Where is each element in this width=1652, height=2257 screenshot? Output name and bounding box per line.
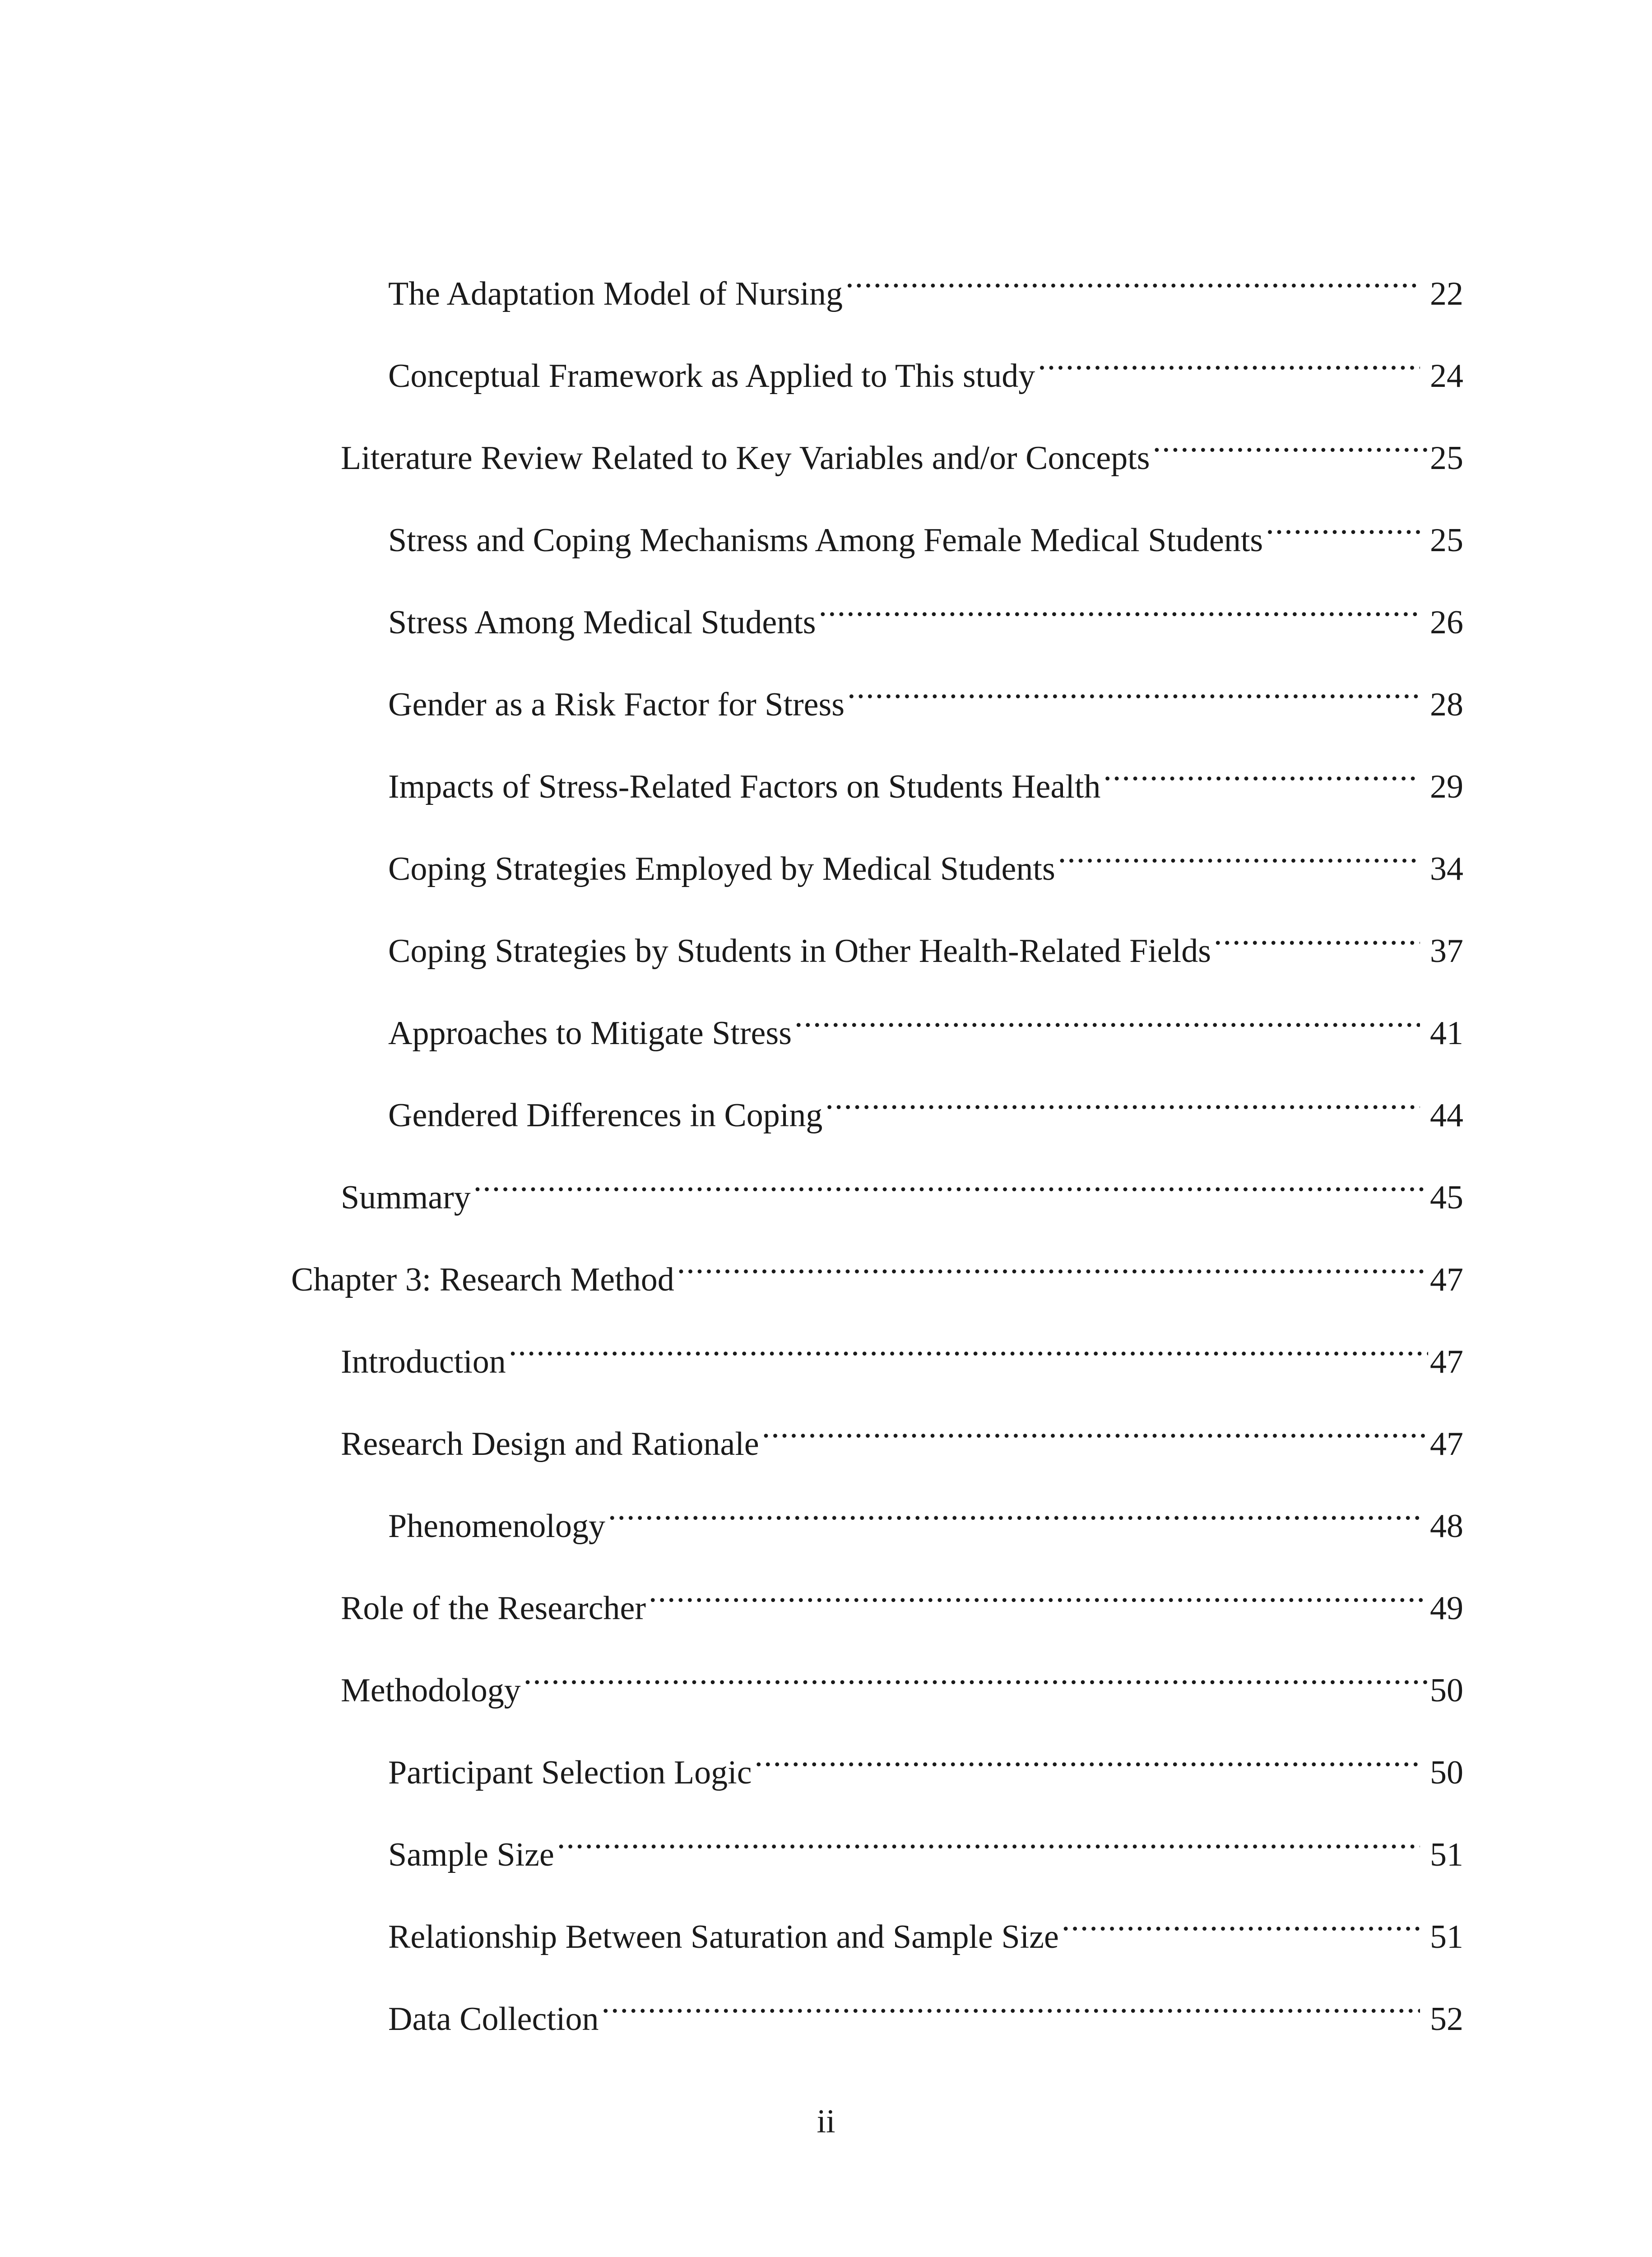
toc-entry-summary[interactable]	[341, 1154, 1463, 1216]
dot-leader	[825, 1072, 1420, 1126]
toc-entry-title: Methodology	[341, 1672, 521, 1709]
toc-entry-conceptual-framework[interactable]	[388, 333, 1463, 395]
dot-leader	[557, 1811, 1420, 1866]
toc-entry-title: Research Design and Rationale	[341, 1426, 759, 1463]
toc-entry-page: 26	[1430, 604, 1463, 641]
toc-entry-coping-medical[interactable]	[388, 826, 1463, 887]
dot-leader	[1214, 908, 1420, 962]
page-number: ii	[817, 2103, 835, 2140]
toc-entry-title: Chapter 3: Research Method	[291, 1261, 674, 1298]
toc-entry-page: 41	[1430, 1015, 1463, 1052]
dot-leader	[1153, 415, 1428, 469]
dot-leader	[649, 1565, 1428, 1619]
toc-entry-phenomenology[interactable]	[388, 1483, 1463, 1545]
toc-entry-page: 49	[1430, 1590, 1463, 1627]
toc-entry-data-collection[interactable]	[388, 1976, 1463, 2038]
toc-entry-stress-coping-female[interactable]	[388, 497, 1463, 559]
toc-entry-title: Coping Strategies Employed by Medical Students	[388, 850, 1055, 887]
toc-entry-title: Gender as a Risk Factor for Stress	[388, 686, 845, 723]
toc-entry-title: Data Collection	[388, 2001, 599, 2038]
toc-entry-page: 22	[1430, 275, 1463, 312]
toc-entry-page: 48	[1430, 1508, 1463, 1545]
toc-entry-title: Summary	[341, 1179, 471, 1216]
dot-leader	[1103, 743, 1420, 798]
toc-entry-research-design[interactable]	[341, 1401, 1463, 1463]
toc-entry-title: Conceptual Framework as Applied to This study	[388, 358, 1035, 395]
toc-entry-page: 52	[1430, 2001, 1463, 2038]
toc-entry-saturation-sample[interactable]	[388, 1894, 1463, 1955]
toc-entry-gender-risk[interactable]	[388, 661, 1463, 723]
toc-entry-page: 50	[1430, 1754, 1463, 1791]
toc-entry-page: 34	[1430, 850, 1463, 887]
toc-entry-page: 44	[1430, 1097, 1463, 1134]
toc-entry-title: Introduction	[341, 1343, 506, 1380]
toc-entry-title: The Adaptation Model of Nursing	[388, 275, 843, 312]
toc-entry-title: Phenomenology	[388, 1508, 605, 1545]
dot-leader	[845, 251, 1420, 305]
toc-entry-adaptation-model[interactable]	[388, 251, 1463, 312]
toc-entry-gendered-differences[interactable]	[388, 1072, 1463, 1134]
toc-entry-approaches-mitigate[interactable]	[388, 990, 1463, 1052]
toc-entry-page: 47	[1430, 1261, 1463, 1298]
toc-entry-introduction[interactable]	[341, 1319, 1463, 1380]
dot-leader	[755, 1729, 1420, 1783]
toc-entry-page: 37	[1430, 933, 1463, 970]
dot-leader	[794, 990, 1420, 1044]
dot-leader	[524, 1647, 1428, 1701]
toc-entry-title: Literature Review Related to Key Variables and/or Concepts	[341, 440, 1150, 477]
toc-entry-stress-among-medical[interactable]	[388, 579, 1463, 641]
dot-leader	[1038, 333, 1420, 387]
toc-entry-title: Impacts of Stress-Related Factors on Students Health	[388, 768, 1101, 805]
toc-entry-page: 29	[1430, 768, 1463, 805]
toc-entry-title: Coping Strategies by Students in Other Health-Related Fields	[388, 933, 1211, 970]
toc-entry-participant-selection[interactable]	[388, 1729, 1463, 1791]
toc-entry-impacts-stress[interactable]	[388, 743, 1463, 805]
toc-entry-page: 24	[1430, 358, 1463, 395]
toc-entry-methodology[interactable]	[341, 1647, 1463, 1709]
toc-entry-title: Role of the Researcher	[341, 1590, 646, 1627]
toc-entry-sample-size[interactable]	[388, 1811, 1463, 1873]
toc-entry-page: 47	[1430, 1426, 1463, 1463]
toc-entry-page: 47	[1430, 1343, 1463, 1380]
toc-entry-role-researcher[interactable]	[341, 1565, 1463, 1627]
toc-entry-page: 28	[1430, 686, 1463, 723]
toc-entry-title: Stress Among Medical Students	[388, 604, 816, 641]
toc-entry-page: 45	[1430, 1179, 1463, 1216]
toc-entry-title: Participant Selection Logic	[388, 1754, 752, 1791]
dot-leader	[1266, 497, 1420, 551]
toc-entry-title: Approaches to Mitigate Stress	[388, 1015, 792, 1052]
toc-entry-page: 25	[1430, 522, 1463, 559]
dot-leader	[1058, 826, 1420, 880]
dot-leader	[608, 1483, 1420, 1537]
toc-entry-title: Stress and Coping Mechanisms Among Female Medical Students	[388, 522, 1263, 559]
toc-entry-page: 51	[1430, 1836, 1463, 1873]
toc-entry-page: 50	[1430, 1672, 1463, 1709]
dot-leader	[473, 1154, 1428, 1208]
dot-leader	[762, 1401, 1428, 1455]
dot-leader	[509, 1319, 1428, 1373]
toc-entry-chapter-3[interactable]	[291, 1236, 1463, 1298]
dot-leader	[1062, 1894, 1420, 1948]
toc-entry-title: Gendered Differences in Coping	[388, 1097, 823, 1134]
dot-leader	[677, 1236, 1428, 1291]
toc-entry-literature-review[interactable]	[341, 415, 1463, 477]
toc-entry-title: Relationship Between Saturation and Sample Size	[388, 1918, 1059, 1955]
toc-entry-page: 51	[1430, 1918, 1463, 1955]
toc-entry-page: 25	[1430, 440, 1463, 477]
dot-leader	[847, 661, 1420, 715]
dot-leader	[601, 1976, 1420, 2030]
dot-leader	[819, 579, 1420, 633]
toc-entry-title: Sample Size	[388, 1836, 554, 1873]
toc-entry-coping-health-fields[interactable]	[388, 908, 1463, 970]
